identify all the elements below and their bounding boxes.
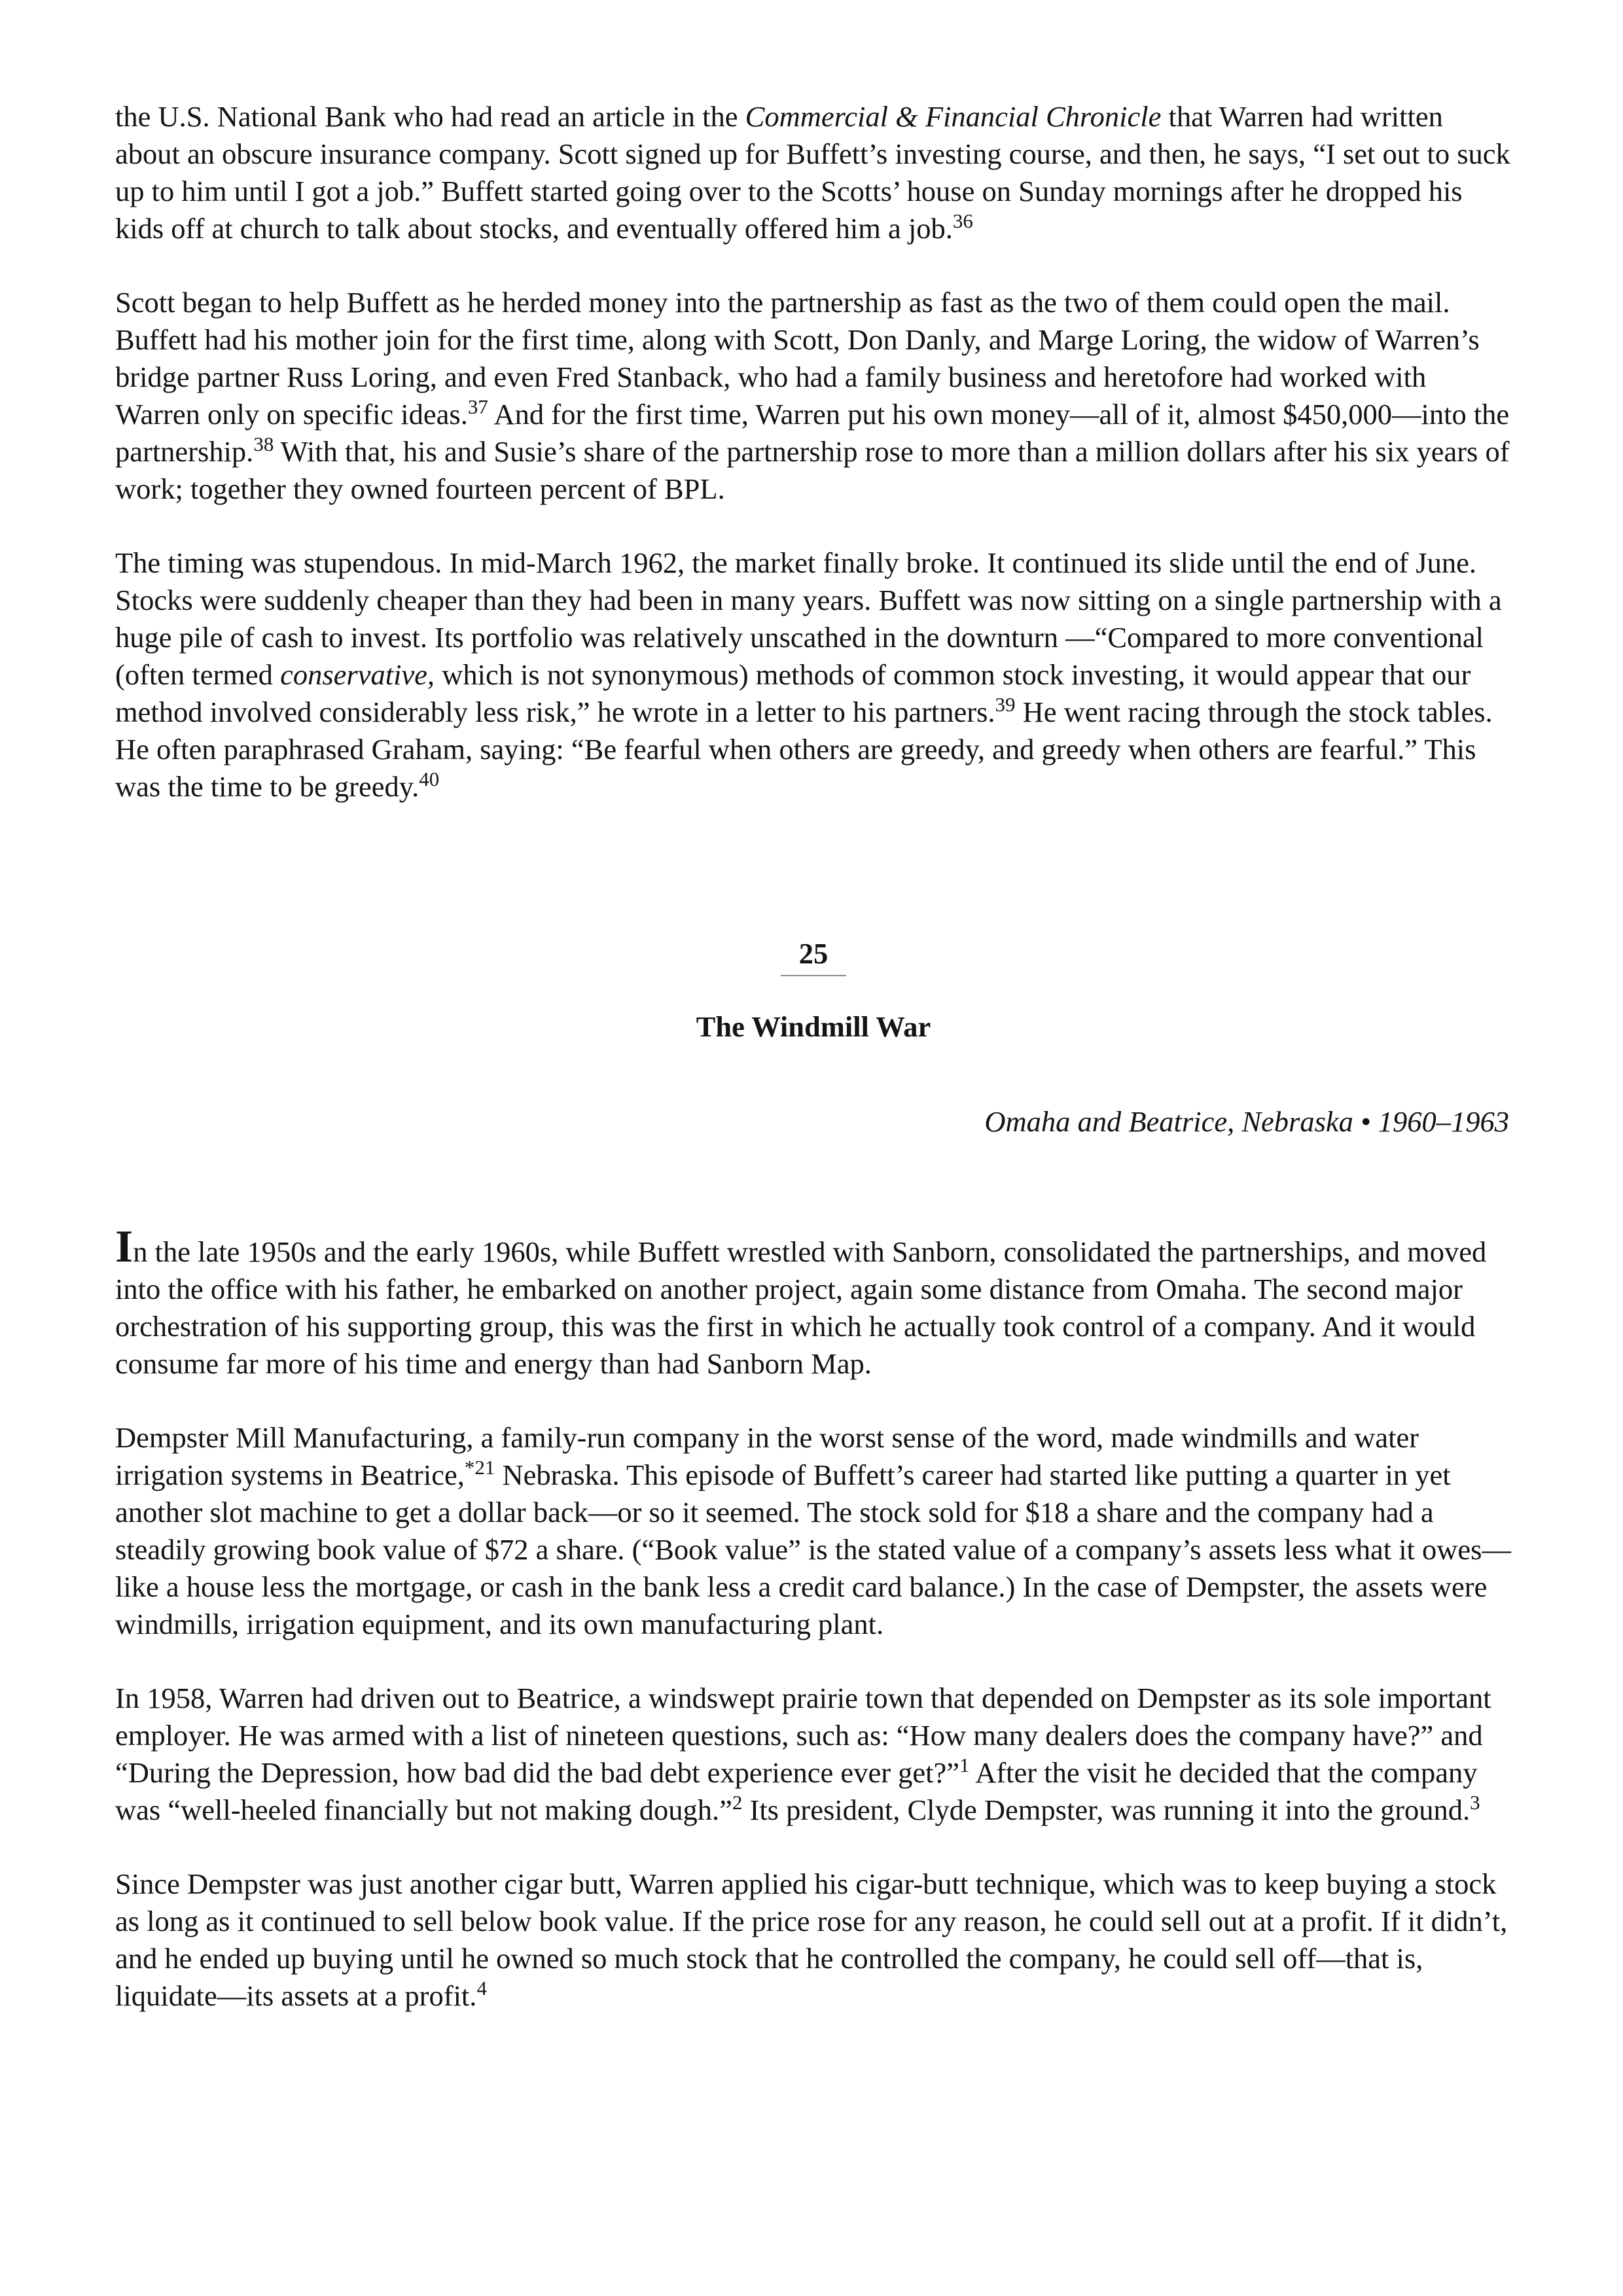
footnote-marker: 40	[419, 768, 440, 790]
chapter-number: 25	[781, 935, 846, 976]
paragraph-text: In 1958, Warren had driven out to Beatrice, a windswept prairie town that depended on Dempster as its sole important employer. He was armed with a list of nineteen questions, such as: “How many dealers does the company have?” and “During the Depression, how bad did the bad debt experience ever get?”	[115, 1682, 1491, 1789]
paragraph-text: And for the first time, Warren put his own money—all of it, almost $450,000—into the partnership.	[115, 398, 1510, 468]
paragraph-text: The timing was stupendous. In mid-March 1962, the market finally broke. It continued its slide until the end of June. Stocks were suddenly cheaper than they had been in many years. Buffett was now sitting on a single partnership with a huge pile of cash to invest. Its portfolio was relatively unscathed in the downturn —“Compared to more conventional (often termed	[115, 546, 1502, 691]
footnote-marker: 3	[1470, 1791, 1480, 1814]
footnote-marker: 38	[253, 433, 274, 455]
paragraph-text: After the visit he decided that the company was “well-heeled financially but not making dough.”	[115, 1756, 1478, 1826]
italic-text: Commercial & Financial Chronicle	[745, 100, 1162, 133]
footnote-marker: 39	[995, 693, 1016, 716]
paragraph	[115, 1865, 1512, 2015]
paragraph	[115, 98, 1512, 247]
chapter-dateline: Omaha and Beatrice, Nebraska • 1960–1963	[984, 1105, 1509, 1138]
paragraph-text: that Warren had written about an obscure insurance company. Scott signed up for Buffett’s investing course, and then, he says, “I set out to suck up to him until I got a job.” Buffett started going over to the Scotts’ house on Sunday mornings after he dropped his kids off at church to talk about stocks, and eventually offered him a job.	[115, 100, 1510, 245]
paragraph	[115, 284, 1512, 508]
footnote-marker: 36	[952, 209, 973, 232]
paragraph	[115, 1222, 1512, 1383]
paragraph-text: Dempster Mill Manufacturing, a family-run company in the worst sense of the word, made windmills and water irrigation systems in Beatrice,	[115, 1421, 1419, 1491]
paragraph-text: Scott began to help Buffett as he herded money into the partnership as fast as the two of them could open the mail. Buffett had his mother join for the first time, along with Scott, Don Danly, and Marge Loring, the widow of Warren’s bridge partner Russ Loring, and even Fred Stanback, who had a family business and heretofore had worked with Warren only on specific ideas.	[115, 286, 1480, 431]
footnote-marker: 2	[732, 1791, 743, 1814]
footnote-marker: 4	[476, 1977, 487, 2000]
drop-initial: I	[115, 1222, 134, 1272]
paragraph-text: With that, his and Susie’s share of the partnership rose to more than a million dollars after his six years of work; together they owned fourteen percent of BPL.	[115, 435, 1510, 505]
italic-text: conservative,	[280, 658, 435, 691]
chapter-title: The Windmill War	[696, 1010, 931, 1043]
paragraph-text: He went racing through the stock tables. He often paraphrased Graham, saying: “Be fearful when others are greedy, and greedy when others are fearful.” This was the time to be greedy.	[115, 696, 1493, 803]
paragraphs-before-chapter	[115, 98, 1512, 805]
book-page	[115, 98, 1512, 2051]
paragraph-text: which is not synonymous) methods of common stock investing, it would appear that our method involved considerably less risk,” he wrote in a letter to his partners.	[115, 658, 1471, 728]
paragraph	[115, 1680, 1512, 1829]
paragraph-text: Nebraska. This episode of Buffett’s career had started like putting a quarter in yet another slot machine to get a dollar back—or so it seemed. The stock sold for $18 a share and the company had a steadily growing book value of $72 a share. (“Book value” is the stated value of a company’s assets less what it owes—like a house less the mortgage, or cash in the bank less a credit card balance.) In the case of Dempster, the assets were windmills, irrigation equipment, and its own manufacturing plant.	[115, 1458, 1512, 1640]
paragraph-text: n the late 1950s and the early 1960s, while Buffett wrestled with Sanborn, consolidated the partnerships, and moved into the office with his father, he embarked on another project, again some distance from Omaha. The second major orchestration of his supporting group, this was the first in which he actually took control of a company. And it would consume far more of his time and energy than had Sanborn Map.	[115, 1235, 1487, 1380]
paragraph	[115, 1419, 1512, 1643]
chapter-body	[115, 1222, 1512, 2015]
paragraph-text: Its president, Clyde Dempster, was running it into the ground.	[742, 1793, 1471, 1826]
paragraph-text: Since Dempster was just another cigar butt, Warren applied his cigar-butt technique, which was to keep buying a stock as long as it continued to sell below book value. If the price rose for any reason, he could sell out at a profit. If it didn’t, and he ended up buying until he owned so much stock that he controlled the company, he could sell off—that is, liquidate—its assets at a profit.	[115, 1867, 1508, 2012]
paragraph	[115, 544, 1512, 805]
chapter-heading	[115, 935, 1512, 1046]
footnote-marker: 1	[959, 1754, 970, 1776]
footnote-marker: 37	[467, 395, 488, 418]
footnote-marker: *21	[464, 1456, 495, 1479]
paragraph-text: the U.S. National Bank who had read an article in the	[115, 100, 745, 133]
